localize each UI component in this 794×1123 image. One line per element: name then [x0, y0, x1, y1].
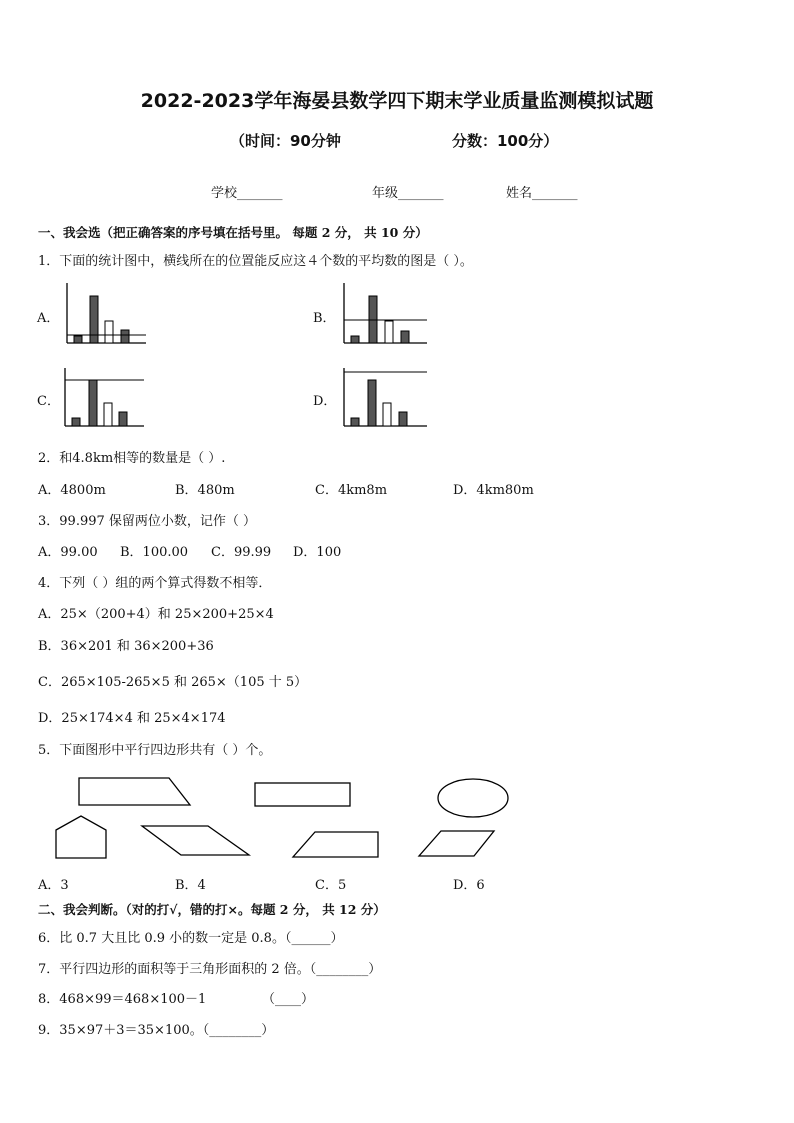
shape-ellipse	[436, 778, 510, 820]
name-field: 姓名_______	[506, 186, 578, 201]
q2-option-d: D．4km80m	[453, 483, 534, 498]
question-1: 1．下面的统计图中，横线所在的位置能反应这４个数的平均数的图是（ ）。	[38, 254, 473, 269]
school-field: 学校_______	[211, 186, 283, 201]
chart-b	[343, 283, 429, 345]
shape-rectangle	[254, 782, 352, 808]
section-1-heading: 一、我会选（把正确答案的序号填在括号里。 每题 2 分， 共 10 分）	[38, 225, 428, 240]
shape-right-trapezoid	[77, 776, 193, 808]
question-9: 9．35×97＋3＝35×100。（________）	[38, 1023, 275, 1038]
q3-option-c: C．99.99	[211, 545, 272, 560]
q4-option-c: C．265×105-265×5 和 265×（105 十 5）	[38, 675, 308, 690]
q1-option-a-label: A．	[37, 311, 60, 326]
page-title: 2022-2023学年海晏县数学四下期末学业质量监测模拟试题	[140, 90, 654, 112]
q5-option-a: A．3	[38, 878, 69, 893]
q2-option-b: B．480m	[175, 483, 235, 498]
question-5: 5．下面图形中平行四边形共有（ ）个。	[38, 743, 272, 758]
q4-option-a: A．25×（200+4）和 25×200+25×4	[38, 607, 274, 622]
q1-option-d-label: D．	[313, 394, 337, 409]
chart-a	[66, 283, 148, 345]
question-8-blank: （____）	[262, 992, 315, 1007]
q1-option-c-label: C．	[37, 394, 60, 409]
q4-option-d: D．25×174×4 和 25×4×174	[38, 711, 226, 726]
question-3: 3．99.997 保留两位小数，记作（ ）	[38, 514, 257, 529]
q5-option-d: D．6	[453, 878, 485, 893]
section-2-heading: 二、我会判断。（对的打√，错的打×。每题 2 分， 共 12 分）	[38, 902, 386, 917]
grade-field: 年级_______	[372, 186, 444, 201]
q2-option-a: A．4800m	[38, 483, 106, 498]
q4-option-b: B．36×201 和 36×200+36	[38, 639, 214, 654]
chart-c	[64, 368, 146, 430]
exam-time: （时间：90分钟	[230, 132, 341, 150]
q2-option-c: C．4km8m	[315, 483, 388, 498]
q3-option-d: D．100	[293, 545, 342, 560]
exam-score: 分数：100分）	[452, 132, 559, 150]
shape-pentagon-house	[54, 815, 108, 860]
q1-option-b-label: B．	[313, 311, 336, 326]
shape-parallelogram-wide	[140, 824, 252, 858]
q5-option-b: B．4	[175, 878, 206, 893]
question-7: 7．平行四边形的面积等于三角形面积的 2 倍。（________）	[38, 962, 382, 977]
question-4: 4．下列（ ）组的两个算式得数不相等．	[38, 576, 272, 591]
question-6: 6．比 0.7 大且比 0.9 小的数一定是 0.8。（______）	[38, 931, 344, 946]
q5-option-c: C．5	[315, 878, 347, 893]
shape-parallelogram-small	[417, 829, 497, 859]
shape-trapezoid	[291, 830, 381, 860]
q3-option-b: B．100.00	[120, 545, 189, 560]
q3-option-a: A．99.00	[38, 545, 98, 560]
question-8: 8．468×99＝468×100－1	[38, 992, 207, 1007]
question-2: 2．和4.8km相等的数量是（ ）.	[38, 451, 226, 466]
chart-d	[343, 368, 429, 430]
